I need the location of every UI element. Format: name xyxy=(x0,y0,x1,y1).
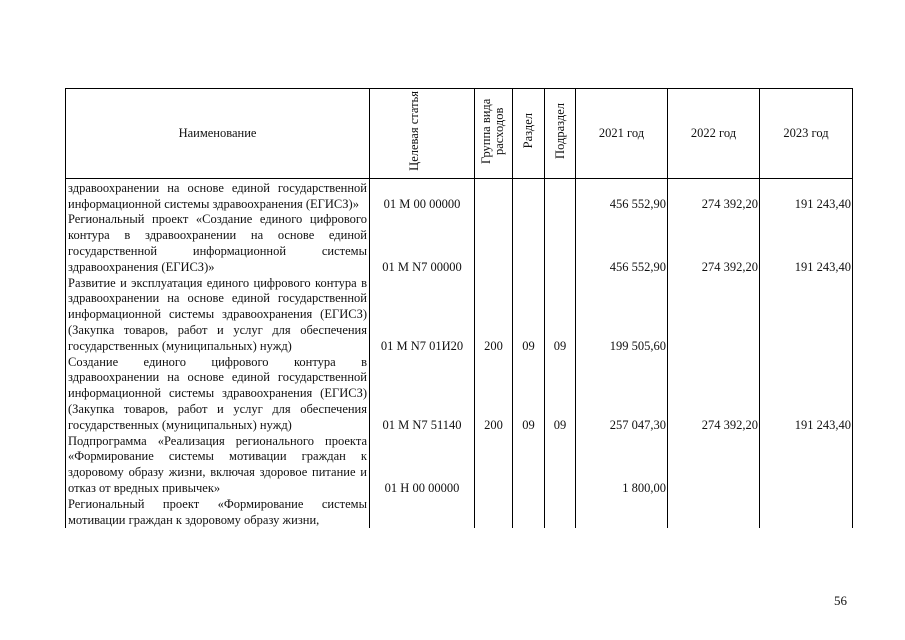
row-name: Региональный проект «Создание единого цифрового контура в здравоохранении на основе единой государственной информационной системы здравоохранения (ЕГИСЗ)» xyxy=(66,212,370,275)
header-group xyxy=(475,89,513,179)
header-2021: 2021 год xyxy=(576,89,668,179)
row-group xyxy=(475,178,513,212)
row-name: Создание единого цифрового контура в здравоохранении на основе единой государственной информационной системы здравоохранения (ЕГИСЗ) (Закупка товаров, работ и услуг для обеспечения государственных (муниципальных) нужд) xyxy=(66,355,370,434)
header-group-label: Группа вида расходов xyxy=(478,98,506,164)
header-2023: 2023 год xyxy=(760,89,853,179)
row-target: 01 М 00 00000 xyxy=(370,178,475,212)
page-number: 56 xyxy=(834,593,847,608)
row-name: здравоохранении на основе единой государственной информационной системы здравоохранения (ЕГИСЗ)» xyxy=(66,178,370,212)
row-subsection xyxy=(545,497,576,529)
table-row xyxy=(66,497,853,529)
row-2022: 274 392,20 xyxy=(668,212,760,275)
header-2022: 2022 год xyxy=(668,89,760,179)
row-section xyxy=(513,434,545,497)
row-2022 xyxy=(668,497,760,529)
row-section: 09 xyxy=(513,276,545,355)
budget-table xyxy=(65,88,853,528)
table-row xyxy=(66,355,853,434)
row-name: Развитие и эксплуатация единого цифрового контура в здравоохранении на основе единой государственной информационной системы здравоохранения (ЕГИСЗ) (Закупка товаров, работ и услуг для обеспечения государственных (муниципальных) нужд) xyxy=(66,276,370,355)
row-group xyxy=(475,212,513,275)
row-target: 01 Н 00 00000 xyxy=(370,434,475,497)
row-2021: 456 552,90 xyxy=(576,212,668,275)
row-2023 xyxy=(760,434,853,497)
row-subsection: 09 xyxy=(545,355,576,434)
row-group: 200 xyxy=(475,276,513,355)
row-2023 xyxy=(760,497,853,529)
row-target: 01 М N7 01И20 xyxy=(370,276,475,355)
header-name: Наименование xyxy=(66,89,370,179)
row-2022 xyxy=(668,434,760,497)
row-target: 01 М N7 51140 xyxy=(370,355,475,434)
row-name: Региональный проект «Формирование системы мотивации граждан к здоровому образу жизни, xyxy=(66,497,370,529)
row-2021: 199 505,60 xyxy=(576,276,668,355)
row-2023 xyxy=(760,276,853,355)
table-row xyxy=(66,178,853,212)
row-target xyxy=(370,497,475,529)
row-section xyxy=(513,178,545,212)
row-2023: 191 243,40 xyxy=(760,212,853,275)
row-2021 xyxy=(576,497,668,529)
row-section xyxy=(513,212,545,275)
row-subsection xyxy=(545,178,576,212)
header-section-label: Раздел xyxy=(521,113,535,149)
row-2022 xyxy=(668,276,760,355)
row-2021: 456 552,90 xyxy=(576,178,668,212)
row-group: 200 xyxy=(475,355,513,434)
row-group xyxy=(475,497,513,529)
row-2022: 274 392,20 xyxy=(668,355,760,434)
row-subsection xyxy=(545,212,576,275)
table-row xyxy=(66,434,853,497)
row-subsection: 09 xyxy=(545,276,576,355)
header-subsection-label: Подраздел xyxy=(552,103,567,159)
header-section xyxy=(513,89,545,179)
row-subsection xyxy=(545,434,576,497)
row-target: 01 М N7 00000 xyxy=(370,212,475,275)
header-subsection xyxy=(545,89,576,179)
header-row xyxy=(66,89,853,179)
row-2021: 257 047,30 xyxy=(576,355,668,434)
table-row xyxy=(66,212,853,275)
row-group xyxy=(475,434,513,497)
header-target xyxy=(370,89,475,179)
row-name: Подпрограмма «Реализация регионального проекта «Формирование системы мотивации граждан к здоровому образу жизни, включая здоровое питание и отказ от вредных привычек» xyxy=(66,434,370,497)
table-row xyxy=(66,276,853,355)
header-target-label: Целевая статья xyxy=(407,91,421,171)
row-2023: 191 243,40 xyxy=(760,178,853,212)
row-section: 09 xyxy=(513,355,545,434)
row-2022: 274 392,20 xyxy=(668,178,760,212)
row-2023: 191 243,40 xyxy=(760,355,853,434)
row-2021: 1 800,00 xyxy=(576,434,668,497)
row-section xyxy=(513,497,545,529)
